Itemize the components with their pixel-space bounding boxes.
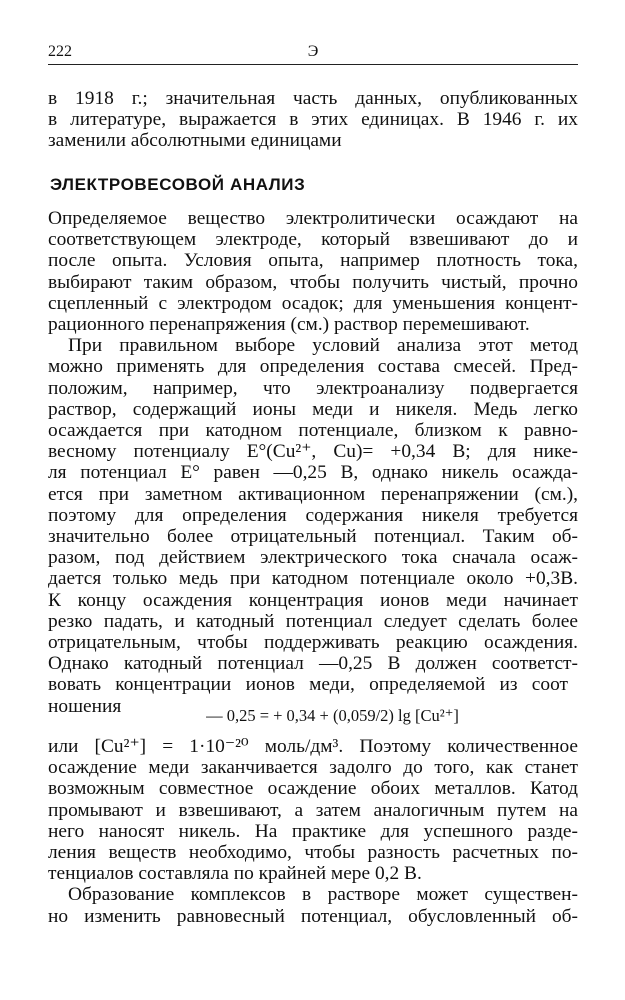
- text-line: соответствующем электроде, который взвешивают до и: [48, 229, 578, 251]
- text-line: сцепленный с электродом осадок; для уменьшения концент-: [48, 292, 578, 314]
- text-line: можно применять для определения состава смесей. Пред-: [48, 356, 578, 378]
- text-line: рационного перенапряжения (см.) раствор перемешивают.: [48, 314, 530, 336]
- text-line: разом, под действием электрического тока сначала осаж-: [48, 547, 578, 569]
- text-line: Однако катодный потенциал —0,25 В должен соответст-: [48, 653, 578, 675]
- text-line: При правильном выборе условий анализа этот метод: [68, 335, 578, 357]
- text-line: осаждается при катодном потенциале, близком к равно-: [48, 420, 578, 442]
- text-line: Определяемое вещество электролитически осаждают на: [48, 208, 578, 229]
- text-line: резко падать, и катодный потенциал следует сделать более: [48, 610, 578, 632]
- text-line: выбирают таким образом, чтобы получить чистый, прочно: [48, 271, 578, 293]
- page-header: [48, 40, 578, 65]
- text-line: раствор, содержащий ионы меди и никеля. Медь легко: [48, 398, 578, 420]
- text-line: тенциалов составляла по крайней мере 0,2 В.: [48, 863, 422, 885]
- intro-paragraph: [48, 88, 578, 152]
- text-line: промывают и взвешивают, а затем аналогичным путем на: [48, 799, 578, 821]
- text-line: ля потенциал E° равен —0,25 В, однако никель осажда-: [48, 462, 578, 484]
- text-line: после опыта. Условия опыта, например плотность тока,: [48, 250, 578, 272]
- text-line: отрицательным, чтобы поддерживать реакцию осаждения.: [48, 632, 578, 654]
- section-heading: ЭЛЕКТРОВЕСОВОЙ АНАЛИЗ: [50, 175, 306, 194]
- text-line: К концу осаждения концентрация ионов меди начинает: [48, 589, 578, 611]
- text-line: значительно более отрицательный потенциал. Таким об-: [48, 526, 578, 548]
- text-line: положим, например, что электроанализу подвергается: [48, 377, 578, 399]
- running-head: Э: [307, 43, 319, 60]
- text-line: в литературе, выражается в этих единицах. В 1946 г. их: [48, 109, 578, 131]
- body-paragraphs: [48, 208, 578, 717]
- text-line: поэтому для определения содержания никеля требуется: [48, 504, 578, 526]
- text-line: заменили абсолютными единицами: [48, 130, 342, 152]
- text-line: него наносят никель. На практике для успешного разде-: [48, 820, 578, 842]
- body-paragraphs-continued: [48, 736, 578, 927]
- text-line: вовать концентрации ионов меди, определяемой из соот: [48, 674, 568, 696]
- text-line: осаждение меди заканчивается задолго до того, как станет: [48, 757, 578, 779]
- text-line: или [Cu²⁺] = 1·10⁻²⁰ моль/дм³. Поэтому количественное: [48, 736, 578, 757]
- text-line: ления веществ необходимо, чтобы разность расчетных по-: [48, 842, 578, 864]
- text-line: но изменить равновесный потенциал, обусловленный об-: [48, 905, 578, 927]
- page-number: 222: [48, 43, 72, 60]
- text-line: в 1918 г.; значительная часть данных, опубликованных: [48, 88, 578, 109]
- equation: — 0,25 = + 0,34 + (0,059/2) lg [Cu²⁺]: [206, 706, 459, 725]
- text-line: дается только медь при катодном потенциале около +0,3В.: [48, 568, 578, 590]
- text-line: Образование комплексов в растворе может существен-: [68, 884, 578, 906]
- text-line: ношения: [48, 695, 122, 717]
- text-line: возможным совместное осаждение обоих металлов. Катод: [48, 778, 578, 800]
- text-line: ется при заметном активационном перенапряжении (см.),: [48, 483, 578, 505]
- text-line: весному потенциалу E°(Cu²⁺, Cu)= +0,34 В; для нике-: [48, 441, 578, 463]
